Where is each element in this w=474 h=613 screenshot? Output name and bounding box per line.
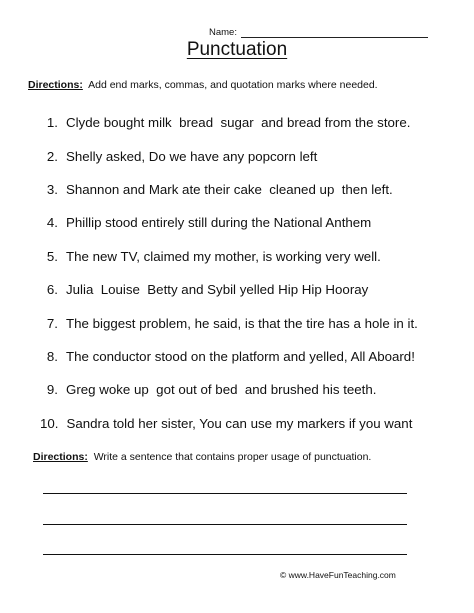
question-number: 3. bbox=[46, 181, 58, 197]
name-blank-line[interactable] bbox=[241, 27, 428, 38]
question-item-4 bbox=[40, 206, 470, 239]
question-item-6 bbox=[40, 273, 470, 306]
question-text: The conductor stood on the platform and yelled, All Aboard! bbox=[66, 348, 415, 364]
answer-line-2[interactable] bbox=[43, 524, 407, 525]
directions-text: Write a sentence that contains proper usage of punctuation. bbox=[93, 451, 372, 463]
question-item-2 bbox=[40, 139, 470, 172]
question-number: 10. bbox=[40, 415, 59, 431]
question-text: The new TV, claimed my mother, is working very well. bbox=[66, 248, 381, 264]
question-number: 4. bbox=[46, 215, 58, 231]
question-number: 7. bbox=[46, 315, 58, 331]
question-number: 8. bbox=[46, 348, 58, 364]
question-number: 5. bbox=[46, 248, 58, 264]
name-label: Name: bbox=[209, 27, 237, 38]
answer-line-3[interactable] bbox=[43, 554, 407, 555]
question-list bbox=[40, 106, 470, 440]
directions-text: Add end marks, commas, and quotation marks where needed. bbox=[88, 79, 378, 91]
question-item-8 bbox=[40, 340, 470, 373]
question-number: 2. bbox=[46, 148, 58, 164]
question-text: Greg woke up got out of bed and brushed his teeth. bbox=[66, 382, 377, 398]
question-text: Sandra told her sister, You can use my markers if you want bbox=[66, 415, 413, 431]
question-item-7 bbox=[40, 306, 470, 339]
question-number: 9. bbox=[46, 382, 58, 398]
question-item-10 bbox=[40, 407, 470, 440]
question-number: 6. bbox=[46, 282, 58, 298]
directions-section-1 bbox=[28, 79, 378, 91]
copyright-footer: © www.HaveFunTeaching.com bbox=[280, 570, 396, 580]
directions-label: Directions: bbox=[28, 79, 83, 91]
question-number: 1. bbox=[46, 115, 58, 131]
answer-line-1[interactable] bbox=[43, 493, 407, 494]
question-item-3 bbox=[40, 173, 470, 206]
question-text: Julia Louise Betty and Sybil yelled Hip Hip Hooray bbox=[66, 282, 369, 298]
directions-label: Directions: bbox=[33, 451, 88, 463]
page-title: Punctuation bbox=[186, 39, 288, 60]
question-text: Phillip stood entirely still during the National Anthem bbox=[66, 215, 372, 231]
question-item-5 bbox=[40, 240, 470, 273]
directions-section-2 bbox=[33, 451, 371, 463]
question-text: The biggest problem, he said, is that the tire has a hole in it. bbox=[66, 315, 418, 331]
question-item-9 bbox=[40, 373, 470, 406]
question-text: Clyde bought milk bread sugar and bread from the store. bbox=[66, 115, 411, 131]
name-field bbox=[209, 27, 428, 38]
question-text: Shelly asked, Do we have any popcorn left bbox=[66, 148, 318, 164]
question-text: Shannon and Mark ate their cake cleaned up then left. bbox=[66, 181, 393, 197]
question-item-1 bbox=[40, 106, 470, 139]
